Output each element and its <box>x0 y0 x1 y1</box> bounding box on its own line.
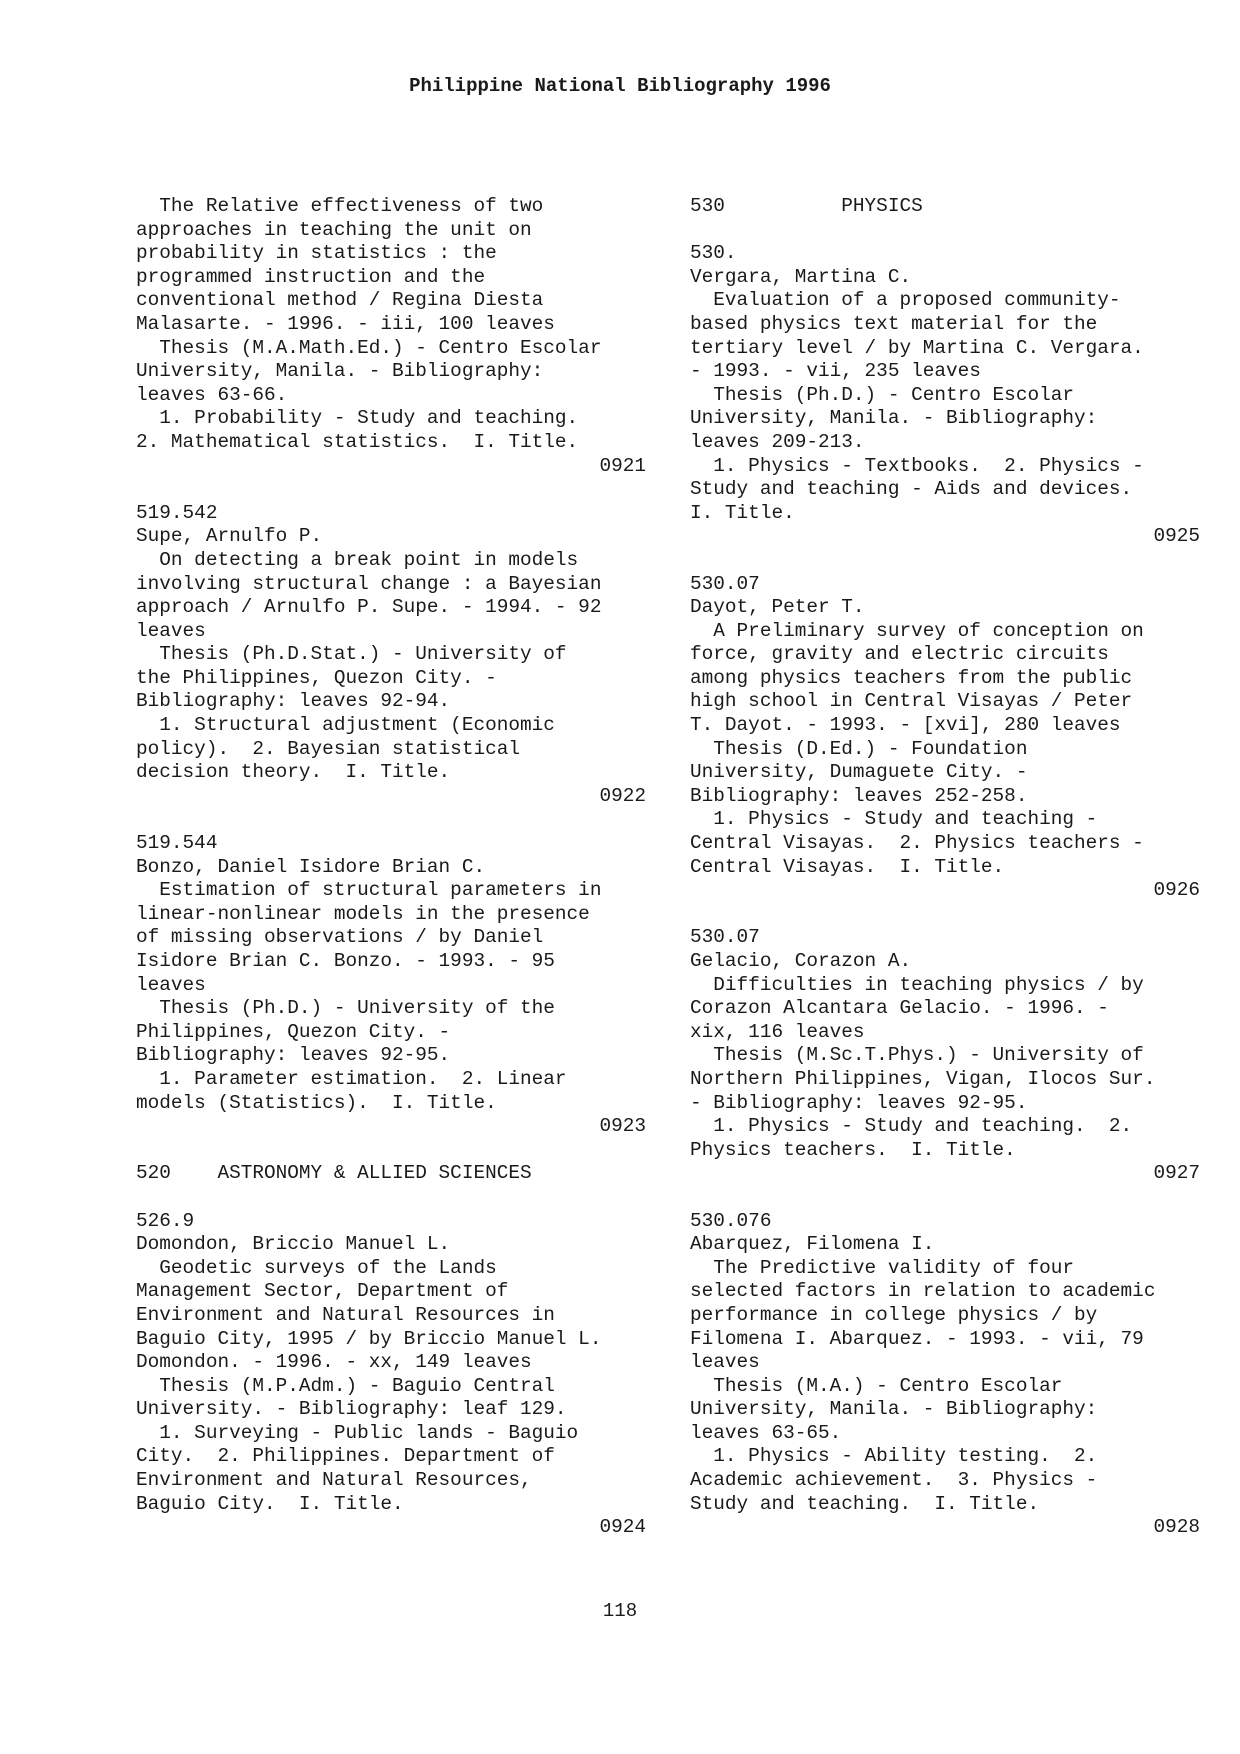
entry-line: approach / Arnulfo P. Supe. - 1994. - 92 <box>136 596 602 619</box>
entry-number: 0928 <box>1153 1516 1200 1539</box>
entry-line: Thesis (Ph.D.Stat.) - University of <box>136 643 567 666</box>
page-number: 118 <box>602 1600 638 1622</box>
entry-number: 0927 <box>1153 1162 1200 1185</box>
entry-line: 2. Mathematical statistics. I. Title. <box>136 430 579 453</box>
entry-line: xix, 116 leaves <box>690 1020 865 1043</box>
bibliography-entry-0921 <box>136 195 646 478</box>
entry-number: 0924 <box>599 1516 646 1539</box>
entry-line: I. Title. <box>690 501 795 524</box>
entry-line: based physics text material for the <box>690 312 1098 335</box>
entry-line: Corazon Alcantara Gelacio. - 1996. - <box>690 997 1109 1020</box>
entry-line: Evaluation of a proposed community- <box>690 289 1121 312</box>
entry-line: Environment and Natural Resources, <box>136 1469 532 1492</box>
bibliography-entry-0922 <box>136 502 646 809</box>
entry-line: leaves 209-213. <box>690 430 865 453</box>
entry-line: approaches in teaching the unit on <box>136 218 532 241</box>
entry-line: On detecting a break point in models <box>136 548 579 571</box>
entry-line: performance in college physics / by <box>690 1303 1098 1326</box>
entry-line: University, Manila. - Bibliography: <box>690 1398 1098 1421</box>
entry-line: leaves 63-66. <box>136 383 288 406</box>
entry-line: Central Visayas. I. Title. <box>690 855 1005 878</box>
entry-line: leaves <box>136 973 206 996</box>
entry-line: 1. Structural adjustment (Economic <box>136 714 555 737</box>
entry-line: Study and teaching. I. Title. <box>690 1492 1040 1515</box>
entry-line: 1. Probability - Study and teaching. <box>136 407 579 430</box>
entry-line: Bibliography: leaves 252-258. <box>690 784 1028 807</box>
entry-line: Environment and Natural Resources in <box>136 1303 555 1326</box>
bibliography-entry-0923 <box>136 832 646 1139</box>
entry-number: 0921 <box>599 454 646 477</box>
entry-line: Difficulties in teaching physics / by <box>690 973 1144 996</box>
page-title: Philippine National Bibliography 1996 <box>409 75 831 97</box>
entry-line: Physics teachers. I. Title. <box>690 1138 1016 1161</box>
entry-line: Central Visayas. 2. Physics teachers - <box>690 832 1144 855</box>
entry-line: leaves <box>690 1351 760 1374</box>
entry-line: 519.542 <box>136 501 218 524</box>
entry-line: tertiary level / by Martina C. Vergara. <box>690 336 1144 359</box>
entry-line: Isidore Brian C. Bonzo. - 1993. - 95 <box>136 950 555 972</box>
entry-line: Thesis (M.P.Adm.) - Baguio Central <box>136 1374 555 1397</box>
entry-line: programmed instruction and the <box>136 265 486 288</box>
entry-line: 1. Surveying - Public lands - Baguio <box>136 1421 579 1444</box>
entry-number: 0926 <box>1153 879 1200 902</box>
entry-line: Baguio City. I. Title. <box>136 1492 404 1515</box>
entry-line: 1. Physics - Study and teaching. 2. <box>690 1115 1133 1138</box>
entry-line: 519.544 <box>136 832 218 855</box>
bibliography-entry-0924 <box>136 1210 646 1540</box>
entry-line: 530.07 <box>690 926 760 949</box>
entry-line: probability in statistics : the <box>136 242 497 265</box>
entry-line: Abarquez, Filomena I. <box>690 1233 935 1256</box>
entry-line: 1. Physics - Textbooks. 2. Physics - <box>690 454 1144 477</box>
entry-line: 1. Physics - Study and teaching - <box>690 808 1098 831</box>
entry-line: Dayot, Peter T. <box>690 596 865 619</box>
entry-line: selected factors in relation to academic <box>690 1280 1156 1303</box>
entry-line: Supe, Arnulfo P. <box>136 525 323 548</box>
entry-line: 530.07 <box>690 572 760 595</box>
entry-line: 526.9 <box>136 1209 195 1232</box>
entry-line: Domondon, Briccio Manuel L. <box>136 1233 451 1256</box>
entry-line: Thesis (M.A.Math.Ed.) - Centro Escolar <box>136 336 602 359</box>
entry-line: Philippines, Quezon City. - <box>136 1020 451 1043</box>
entry-line: - 1993. - vii, 235 leaves <box>690 360 981 383</box>
entry-line: 1. Parameter estimation. 2. Linear <box>136 1067 567 1090</box>
entry-line: 530.076 <box>690 1209 772 1232</box>
entry-line: Thesis (Ph.D.) - University of the <box>136 997 555 1020</box>
entry-line: Gelacio, Corazon A. <box>690 950 912 972</box>
entry-line: Northern Philippines, Vigan, Ilocos Sur. <box>690 1067 1156 1090</box>
entry-line: A Preliminary survey of conception on <box>690 619 1144 642</box>
entry-number: 0923 <box>599 1115 646 1138</box>
entry-line: force, gravity and electric circuits <box>690 643 1109 666</box>
entry-line: Thesis (M.A.) - Centro Escolar <box>690 1374 1063 1397</box>
entry-line: Thesis (D.Ed.) - Foundation <box>690 737 1028 760</box>
entry-line: Bibliography: leaves 92-94. <box>136 690 451 713</box>
left-column <box>136 195 646 1540</box>
entry-line: Academic achievement. 3. Physics - <box>690 1469 1098 1492</box>
entry-line: University, Dumaguete City. - <box>690 761 1028 784</box>
entry-line: Filomena I. Abarquez. - 1993. - vii, 79 <box>690 1327 1144 1350</box>
entry-line: involving structural change : a Bayesian <box>136 572 602 595</box>
entry-line: Thesis (M.Sc.T.Phys.) - University of <box>690 1044 1144 1067</box>
entry-line: Bonzo, Daniel Isidore Brian C. <box>136 855 486 878</box>
entry-line: - Bibliography: leaves 92-95. <box>690 1091 1028 1114</box>
entry-line: 530. <box>690 242 737 265</box>
entry-line: among physics teachers from the public <box>690 666 1133 689</box>
section-heading-530: 530 PHYSICS <box>690 195 923 217</box>
entry-line: the Philippines, Quezon City. - <box>136 666 497 689</box>
entry-line: linear-nonlinear models in the presence <box>136 902 590 925</box>
entry-line: Geodetic surveys of the Lands <box>136 1256 497 1279</box>
entry-number: 0922 <box>599 784 646 807</box>
bibliography-entry-0927 <box>690 926 1200 1186</box>
entry-line: Management Sector, Department of <box>136 1280 509 1303</box>
entry-line: University. - Bibliography: leaf 129. <box>136 1398 567 1421</box>
entry-line: T. Dayot. - 1993. - [xvi], 280 leaves <box>690 714 1121 737</box>
entry-line: conventional method / Regina Diesta <box>136 289 544 312</box>
section-heading-520: 520 ASTRONOMY & ALLIED SCIENCES <box>136 1162 532 1185</box>
entry-line: leaves 63-65. <box>690 1421 842 1444</box>
entry-line: Estimation of structural parameters in <box>136 879 602 902</box>
entry-line: Study and teaching - Aids and devices. <box>690 478 1133 501</box>
entry-number: 0925 <box>1153 525 1200 548</box>
bibliography-entry-0926 <box>690 573 1200 903</box>
entry-line: models (Statistics). I. Title. <box>136 1091 497 1114</box>
entry-line: Vergara, Martina C. <box>690 265 912 288</box>
entry-line: Malasarte. - 1996. - iii, 100 leaves <box>136 312 555 335</box>
entry-line: City. 2. Philippines. Department of <box>136 1445 555 1468</box>
entry-line: Domondon. - 1996. - xx, 149 leaves <box>136 1351 532 1374</box>
entry-line: University, Manila. - Bibliography: <box>690 407 1098 430</box>
entry-line: Bibliography: leaves 92-95. <box>136 1044 451 1067</box>
entry-line: decision theory. I. Title. <box>136 761 451 784</box>
entry-line: University, Manila. - Bibliography: <box>136 360 544 383</box>
right-column <box>690 195 1200 1540</box>
entry-line: policy). 2. Bayesian statistical <box>136 737 520 760</box>
bibliography-entry-0928 <box>690 1210 1200 1540</box>
entry-line: The Predictive validity of four <box>690 1256 1074 1279</box>
entry-line: Baguio City, 1995 / by Briccio Manuel L. <box>136 1327 602 1350</box>
entry-line: of missing observations / by Daniel <box>136 926 544 949</box>
entry-line: 1. Physics - Ability testing. 2. <box>690 1445 1098 1468</box>
entry-line: The Relative effectiveness of two <box>136 195 544 217</box>
entry-line: Thesis (Ph.D.) - Centro Escolar <box>690 383 1074 406</box>
bibliography-entry-0925 <box>690 242 1200 549</box>
entry-line: leaves <box>136 619 206 642</box>
entry-line: high school in Central Visayas / Peter <box>690 690 1133 713</box>
